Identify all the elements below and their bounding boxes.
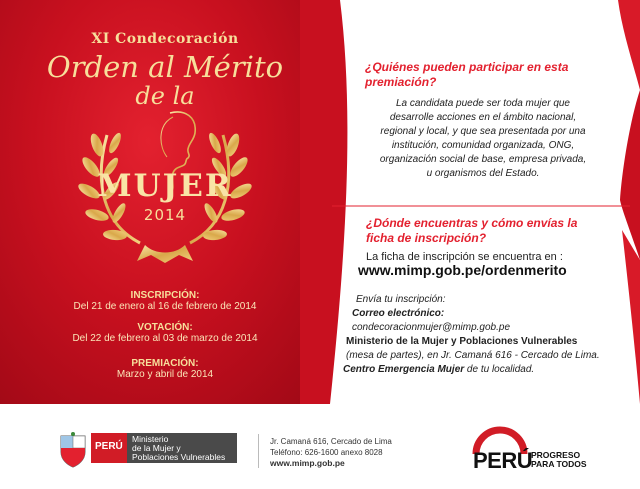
section1-body xyxy=(358,97,608,181)
section1-line: regional y local, y que sea presentada por una xyxy=(380,126,586,137)
premiacion-block xyxy=(0,358,330,380)
section1-line: institución, comunidad organizada, ONG, xyxy=(391,140,575,151)
section1-line: organización social de base, empresa privada, xyxy=(379,154,587,165)
section1-line: u organismos del Estado. xyxy=(426,168,540,179)
contact-website-link[interactable]: www.mimp.gob.pe xyxy=(270,458,345,468)
footer-divider xyxy=(258,434,259,468)
centro-name: Centro Emergencia Mujer xyxy=(343,364,465,375)
premiacion-dates: Marzo y abril de 2014 xyxy=(116,369,214,380)
peru-logo-text: PERÚ xyxy=(95,441,123,452)
email-label: Correo electrónico: xyxy=(352,308,445,319)
ministry-logo-line: Poblaciones Vulnerables xyxy=(132,452,226,462)
award-title-line1: Orden al Mérito xyxy=(46,50,284,84)
ficha-url-link[interactable]: www.mimp.gob.pe/ordenmerito xyxy=(358,262,567,278)
contact-phone: Teléfono: 626-1600 anexo 8028 xyxy=(270,448,383,457)
slogan-line: PARA TODOS xyxy=(531,459,587,469)
ministry-logo-box xyxy=(127,433,237,463)
ministry-logo-line: Ministerio xyxy=(132,434,169,444)
award-panel xyxy=(0,0,330,404)
peru-logo-box xyxy=(91,433,127,463)
coat-of-arms-icon xyxy=(58,432,88,468)
premiacion-label: PREMIACIÓN: xyxy=(131,358,199,369)
ministry-name: Ministerio de la Mujer y Poblaciones Vulnerables xyxy=(346,336,578,347)
edition-label: XI Condecoración xyxy=(91,31,239,47)
centro-line xyxy=(343,363,534,377)
award-year: 2014 xyxy=(143,206,187,224)
contact-address: Jr. Camaná 616, Cercado de Lima xyxy=(270,437,392,446)
contact-block xyxy=(270,436,392,469)
footer xyxy=(0,404,640,489)
section1-line: La candidata puede ser toda mujer que xyxy=(395,98,570,109)
peru-brand-text: PERÚ xyxy=(473,448,533,473)
send-label: Envía tu inscripción: xyxy=(356,294,446,305)
brand-slogan xyxy=(531,451,587,469)
centro-suffix: de tu localidad. xyxy=(464,364,535,375)
inscripcion-dates: Del 21 de enero al 16 de febrero de 2014 xyxy=(73,301,257,312)
award-title-line2: de la xyxy=(135,82,195,110)
votacion-label: VOTACIÓN: xyxy=(137,322,193,333)
section1-line: desarrolle acciones en el ámbito nacional, xyxy=(389,112,577,123)
ficha-intro: La ficha de inscripción se encuentra en : xyxy=(366,251,563,263)
votacion-dates: Del 22 de febrero al 03 de marzo de 2014 xyxy=(72,333,258,344)
slogan-line: PROGRESO xyxy=(531,450,581,460)
ministry-detail: (mesa de partes), en Jr. Camaná 616 - Cercado de Lima. xyxy=(346,350,600,361)
ministry-logo-line: de la Mujer y xyxy=(132,443,181,453)
votacion-block xyxy=(0,322,330,344)
email-link[interactable]: condecoracionmujer@mimp.gob.pe xyxy=(352,322,511,333)
inscripcion-label: INSCRIPCIÓN: xyxy=(130,290,200,301)
section1-question: ¿Quiénes pueden participar en esta premiación? xyxy=(365,60,569,89)
section2-question: ¿Dónde encuentras y cómo envías la ficha de inscripción? xyxy=(366,216,578,245)
inscripcion-block xyxy=(0,290,330,312)
award-title-mujer: MUJER xyxy=(97,168,233,204)
